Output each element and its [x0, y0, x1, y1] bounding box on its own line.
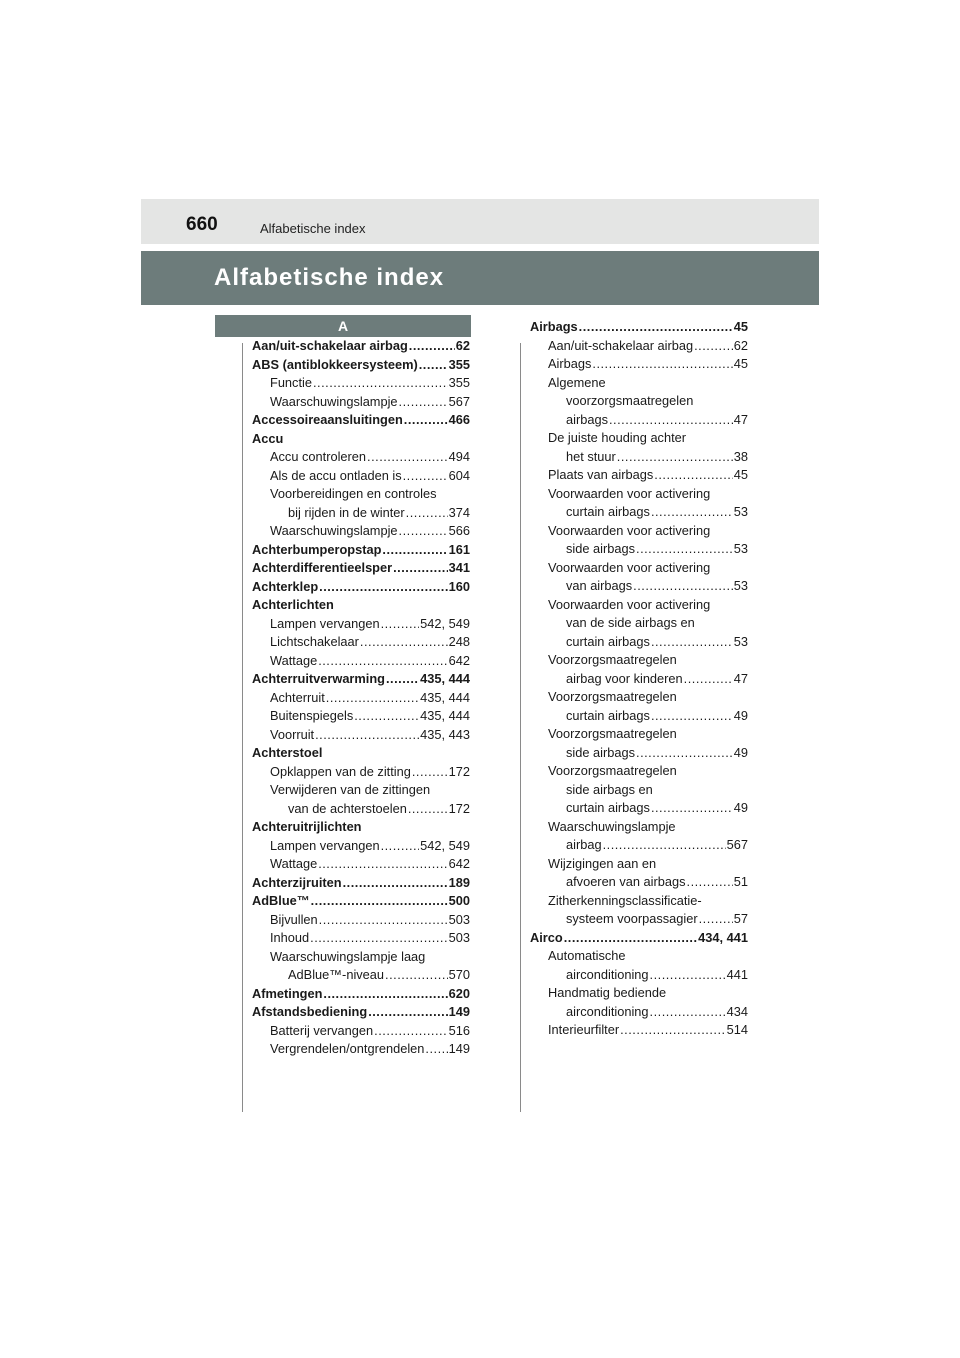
dot-leader — [318, 652, 447, 671]
index-entry-page[interactable]: 53 — [733, 633, 748, 649]
page-number: 660 — [186, 214, 218, 235]
index-entry-label: side airbags — [566, 744, 636, 760]
index-entry — [252, 911, 470, 930]
index-entry-page[interactable]: 542, 549 — [420, 837, 470, 853]
index-entry — [530, 818, 748, 837]
index-entry — [530, 762, 748, 781]
index-entry-label: airbag voor kinderen — [566, 670, 683, 686]
dot-leader — [651, 503, 733, 522]
dot-leader — [650, 966, 726, 985]
index-entry-label: Buitenspiegels — [270, 708, 354, 723]
index-entry — [530, 799, 748, 818]
index-entry — [530, 522, 748, 541]
index-entry — [252, 744, 470, 763]
index-entry — [252, 689, 470, 708]
index-entry-page[interactable]: 516 — [448, 1022, 470, 1038]
index-entry-page[interactable]: 38 — [733, 448, 748, 464]
dot-leader — [403, 467, 448, 486]
dot-leader — [609, 411, 733, 430]
dot-leader — [636, 744, 733, 763]
dot-leader — [603, 836, 726, 855]
index-entry — [252, 559, 470, 578]
index-entry — [530, 318, 748, 337]
index-entry — [252, 541, 470, 560]
index-entry-label: Achterzijruiten — [252, 874, 342, 890]
index-entry — [252, 448, 470, 467]
index-entry-label: Voorwaarden voor activering — [548, 559, 711, 575]
index-entry-page[interactable]: 149 — [448, 1041, 470, 1056]
dot-leader — [404, 411, 448, 430]
index-entry — [530, 910, 748, 929]
index-entry-label: Bijvullen — [270, 911, 318, 927]
index-entry — [530, 651, 748, 670]
dot-leader — [326, 689, 419, 708]
index-entry — [252, 652, 470, 671]
index-entry-label: Aan/uit-schakelaar airbag — [548, 337, 694, 353]
dot-leader — [311, 892, 448, 911]
index-entry — [252, 837, 470, 856]
index-entry — [530, 392, 748, 411]
index-entry-page[interactable]: 503 — [448, 911, 470, 927]
dot-leader — [684, 670, 733, 689]
index-entry-page[interactable]: 62 — [733, 337, 748, 353]
index-entry-label: Wijzigingen aan en — [548, 855, 657, 871]
index-entry-page[interactable]: 355 — [448, 375, 470, 390]
index-entry — [530, 947, 748, 966]
index-entry-page[interactable]: 566 — [448, 523, 470, 538]
index-entry — [530, 503, 748, 522]
index-entry — [530, 596, 748, 615]
index-entry-label: Voorwaarden voor activering — [548, 596, 711, 612]
dot-leader — [636, 540, 733, 559]
index-entry-label: van de achterstoelen — [288, 800, 407, 816]
index-entry-page[interactable]: 494 — [448, 449, 470, 464]
index-entry — [252, 633, 470, 652]
dot-leader — [367, 448, 448, 467]
index-entry — [252, 726, 470, 745]
index-entry — [530, 781, 748, 800]
index-entry-label: airbags — [566, 411, 608, 427]
dot-leader — [699, 910, 733, 929]
index-entry-page[interactable]: 620 — [448, 985, 470, 1001]
index-entry — [530, 744, 748, 763]
index-entry-label: Voorzorgsmaatregelen — [548, 726, 677, 741]
index-entry-page[interactable]: 45 — [733, 356, 748, 371]
index-entry-label: Als de accu ontladen is — [270, 467, 402, 483]
index-entry — [252, 800, 470, 819]
dot-leader — [319, 578, 448, 597]
dot-leader — [354, 707, 419, 726]
index-entry — [252, 467, 470, 486]
dot-leader — [382, 541, 447, 560]
dot-leader — [654, 466, 732, 485]
index-entry-label: Achterbumperopstap — [252, 541, 382, 557]
index-entry-page[interactable]: 567 — [448, 393, 470, 409]
index-entry — [530, 429, 748, 448]
index-entry — [530, 374, 748, 393]
index-entry-label: Opklappen van de zitting — [270, 763, 411, 779]
dot-leader — [381, 615, 420, 634]
index-entry-label: Waarschuwingslampje — [270, 523, 398, 538]
index-entry — [530, 1021, 748, 1040]
index-entry — [252, 522, 470, 541]
index-column-right — [530, 318, 748, 1040]
index-entry-label: airbag — [566, 837, 602, 852]
index-entry-label: Plaats van airbags — [548, 467, 654, 482]
dot-leader — [564, 929, 697, 948]
index-entry-label: Automatische — [548, 948, 626, 963]
dot-leader — [592, 355, 732, 374]
index-entry — [530, 448, 748, 467]
index-entry-page[interactable]: 51 — [733, 874, 748, 889]
index-entry — [252, 356, 470, 375]
index-entry-page[interactable]: 47 — [733, 670, 748, 686]
dot-leader — [412, 763, 448, 782]
index-entry-page[interactable]: 49 — [733, 744, 748, 760]
index-entry-label: Voorzorgsmaatregelen — [548, 689, 677, 704]
index-entry-label: Achterdifferentieelsper — [252, 560, 393, 575]
index-entry-label: Airbags — [548, 356, 592, 371]
index-entry — [530, 855, 748, 874]
index-entry-label: Voorzorgsmaatregelen — [548, 652, 677, 667]
index-entry — [252, 393, 470, 412]
index-entry-label: Achterruitverwarming — [252, 671, 385, 686]
page-title: Alfabetische index — [214, 264, 445, 291]
index-entry-page[interactable]: 542, 549 — [420, 615, 470, 631]
index-entry-page[interactable]: 53 — [733, 541, 748, 556]
index-entry-page[interactable]: 355 — [448, 356, 470, 372]
dot-leader — [318, 855, 447, 874]
index-entry — [530, 984, 748, 1003]
dot-leader — [633, 577, 733, 596]
index-entry — [252, 707, 470, 726]
running-title: Alfabetische index — [260, 221, 366, 236]
dot-leader — [650, 1003, 726, 1022]
index-entry-page[interactable]: 53 — [733, 504, 748, 519]
index-entry-page[interactable]: 434 — [726, 1003, 748, 1019]
index-entry-label: Functie — [270, 375, 312, 390]
index-entry-label: AdBlue™-niveau — [288, 967, 385, 982]
index-entry-label: ABS (antiblokkeersysteem) — [252, 356, 418, 372]
index-entry-page[interactable]: 500 — [448, 893, 470, 908]
index-entry — [530, 670, 748, 689]
index-entry-label: Achterruit — [270, 689, 325, 705]
index-entry-page[interactable]: 149 — [448, 1004, 470, 1019]
index-entry — [252, 337, 470, 356]
index-entry-label: De juiste houding achter — [548, 430, 687, 445]
index-entry-page[interactable]: 374 — [448, 504, 470, 520]
index-entry — [252, 948, 470, 967]
index-entry-page[interactable]: 49 — [733, 707, 748, 723]
dot-leader — [579, 318, 733, 337]
index-entry — [252, 874, 470, 893]
index-entry — [530, 688, 748, 707]
index-entry — [530, 707, 748, 726]
dot-leader — [393, 559, 448, 578]
index-entry-page[interactable]: 45 — [733, 319, 748, 334]
index-entry-page[interactable]: 514 — [726, 1022, 748, 1037]
index-entry — [252, 818, 470, 837]
index-entry-label: Waarschuwingslampje — [548, 818, 676, 834]
index-entry-label: Airbags — [530, 319, 578, 334]
index-entry-label: Waarschuwingslampje laag — [270, 948, 426, 964]
dot-leader — [319, 911, 448, 930]
index-entry-page[interactable]: 49 — [733, 800, 748, 815]
index-entry-label: airconditioning — [566, 1003, 649, 1019]
index-entry-label: Achterklep — [252, 578, 319, 594]
index-entry-label: Airco — [530, 929, 563, 945]
index-entry-page[interactable]: 604 — [448, 467, 470, 483]
index-entry-label: Vergrendelen/ontgrendelen — [270, 1041, 425, 1056]
index-entry-page[interactable]: 642 — [448, 652, 470, 668]
index-entry-label: curtain airbags — [566, 633, 650, 649]
index-entry-label: Voorzorgsmaatregelen — [548, 763, 677, 778]
index-entry-label: side airbags — [566, 541, 636, 556]
index-entry-page[interactable]: 248 — [448, 634, 470, 649]
index-entry-label: Afstandsbediening — [252, 1004, 368, 1019]
index-entry — [530, 725, 748, 744]
index-entry — [530, 873, 748, 892]
index-entry-label: het stuur — [566, 448, 616, 464]
index-entry — [252, 966, 470, 985]
index-entry-label: Achterstoel — [252, 745, 323, 760]
index-entry-page[interactable]: 503 — [448, 930, 470, 945]
dot-leader — [374, 1022, 447, 1041]
index-entry-label: Accessoireaansluitingen — [252, 412, 403, 427]
index-entry-label: Afmetingen — [252, 985, 323, 1001]
index-entry-label: airconditioning — [566, 966, 649, 982]
index-entry — [252, 596, 470, 615]
index-entry-label: afvoeren van airbags — [566, 874, 686, 889]
index-column-left — [252, 337, 470, 1059]
index-entry-label: Lampen vervangen — [270, 615, 380, 631]
dot-leader — [381, 837, 420, 856]
index-entry-label: Waarschuwingslampje — [270, 393, 398, 409]
index-entry — [530, 892, 748, 911]
dot-leader — [406, 504, 448, 523]
index-entry-label: Accu — [252, 430, 284, 446]
index-entry-label: Voorruit — [270, 726, 315, 742]
index-entry — [530, 337, 748, 356]
dot-leader — [313, 374, 448, 393]
right-column-rule — [520, 343, 521, 1112]
index-entry-page[interactable]: 435, 444 — [420, 689, 470, 705]
dot-leader — [408, 800, 448, 819]
dot-leader — [409, 337, 455, 356]
index-entry-label: Voorbereidingen en controles — [270, 486, 437, 501]
index-entry-page[interactable]: 62 — [455, 338, 470, 353]
index-entry-page[interactable]: 466 — [448, 412, 470, 427]
index-entry-page[interactable]: 161 — [448, 541, 470, 557]
index-entry — [530, 577, 748, 596]
index-entry — [530, 540, 748, 559]
dot-leader — [343, 874, 448, 893]
index-entry — [530, 466, 748, 485]
header-band — [141, 199, 819, 244]
index-entry-page[interactable]: 435, 444 — [420, 708, 470, 723]
index-entry — [252, 855, 470, 874]
dot-leader — [694, 337, 733, 356]
index-entry-label: voorzorgsmaatregelen — [566, 393, 694, 408]
dot-leader — [617, 448, 733, 467]
dot-leader — [368, 1003, 447, 1022]
dot-leader — [620, 1021, 726, 1040]
dot-leader — [323, 985, 447, 1004]
index-entry — [530, 355, 748, 374]
index-entry-label: AdBlue™ — [252, 893, 310, 908]
index-entry-page[interactable]: 567 — [726, 837, 748, 852]
index-entry-page[interactable]: 570 — [448, 967, 470, 982]
index-entry — [252, 929, 470, 948]
index-entry-page[interactable]: 57 — [733, 911, 748, 926]
index-entry — [530, 411, 748, 430]
index-entry-page[interactable]: 172 — [448, 763, 470, 779]
dot-leader — [419, 356, 448, 375]
index-entry — [252, 670, 470, 689]
dot-leader — [315, 726, 419, 745]
index-entry-page[interactable]: 435, 444 — [420, 671, 470, 686]
index-entry-label: curtain airbags — [566, 800, 650, 815]
index-entry — [530, 485, 748, 504]
index-entry-label: van de side airbags en — [566, 615, 695, 630]
index-entry-label: Verwijderen van de zittingen — [270, 782, 431, 797]
index-entry — [530, 614, 748, 633]
index-entry-page[interactable]: 172 — [448, 800, 470, 816]
index-entry-label: Lampen vervangen — [270, 837, 380, 853]
index-entry — [530, 966, 748, 985]
index-entry-page[interactable]: 53 — [733, 578, 748, 593]
dot-leader — [687, 873, 733, 892]
index-entry-label: van airbags — [566, 578, 633, 593]
dot-leader — [385, 966, 448, 985]
dot-leader — [360, 633, 448, 652]
index-entry-page[interactable]: 341 — [448, 560, 470, 575]
index-entry-label: Achteruitrijlichten — [252, 819, 362, 834]
index-entry-page[interactable]: 434, 441 — [698, 929, 748, 945]
dot-leader — [399, 522, 448, 541]
index-entry — [252, 504, 470, 523]
index-entry — [252, 615, 470, 634]
index-entry — [530, 929, 748, 948]
index-entry-label: Accu controleren — [270, 449, 367, 464]
index-entry-label: Wattage — [270, 652, 318, 668]
index-entry-label: Voorwaarden voor activering — [548, 522, 711, 538]
index-entry — [252, 985, 470, 1004]
index-entry-page[interactable]: 441 — [726, 966, 748, 982]
dot-leader — [399, 393, 448, 412]
index-entry-label: Aan/uit-schakelaar airbag — [252, 338, 408, 353]
index-entry — [252, 892, 470, 911]
index-entry — [252, 781, 470, 800]
index-entry — [252, 411, 470, 430]
index-entry — [252, 485, 470, 504]
index-entry-label: Interieurfilter — [548, 1022, 620, 1037]
index-entry-page[interactable]: 160 — [448, 578, 470, 594]
index-entry-label: Batterij vervangen — [270, 1022, 374, 1038]
dot-leader — [386, 670, 419, 689]
index-entry — [530, 836, 748, 855]
index-entry — [530, 559, 748, 578]
index-entry-page[interactable]: 435, 443 — [420, 726, 470, 742]
index-entry-label: curtain airbags — [566, 707, 650, 723]
index-entry — [252, 763, 470, 782]
index-entry-label: Wattage — [270, 856, 318, 871]
index-entry-label: Lichtschakelaar — [270, 634, 359, 649]
index-entry — [530, 633, 748, 652]
dot-leader — [651, 633, 733, 652]
index-entry-page[interactable]: 45 — [733, 467, 748, 482]
index-entry — [252, 1022, 470, 1041]
index-entry-label: Voorwaarden voor activering — [548, 485, 711, 501]
index-entry-label: Algemene — [548, 374, 606, 390]
index-entry — [252, 374, 470, 393]
dot-leader — [651, 799, 733, 818]
index-entry-page[interactable]: 189 — [448, 874, 470, 890]
index-entry — [530, 1003, 748, 1022]
index-entry — [252, 1040, 470, 1059]
index-entry-label: Achterlichten — [252, 597, 334, 612]
index-entry — [252, 430, 470, 449]
index-entry — [252, 1003, 470, 1022]
index-entry-page[interactable]: 47 — [733, 411, 748, 427]
index-entry-label: curtain airbags — [566, 504, 650, 519]
left-column-rule — [242, 343, 243, 1112]
index-entry-label: Handmatig bediende — [548, 985, 667, 1000]
index-entry-label: systeem voorpassagier — [566, 911, 698, 926]
index-entry-label: Inhoud — [270, 930, 310, 945]
index-entry — [252, 578, 470, 597]
section-letter-tab: A — [215, 315, 471, 337]
dot-leader — [310, 929, 448, 948]
dot-leader — [425, 1040, 447, 1059]
index-entry-label: bij rijden in de winter — [288, 504, 405, 520]
index-entry-label: Zitherkenningsclassificatie- — [548, 892, 702, 908]
index-entry-page[interactable]: 642 — [448, 856, 470, 871]
dot-leader — [651, 707, 733, 726]
index-entry-label: side airbags en — [566, 781, 653, 797]
